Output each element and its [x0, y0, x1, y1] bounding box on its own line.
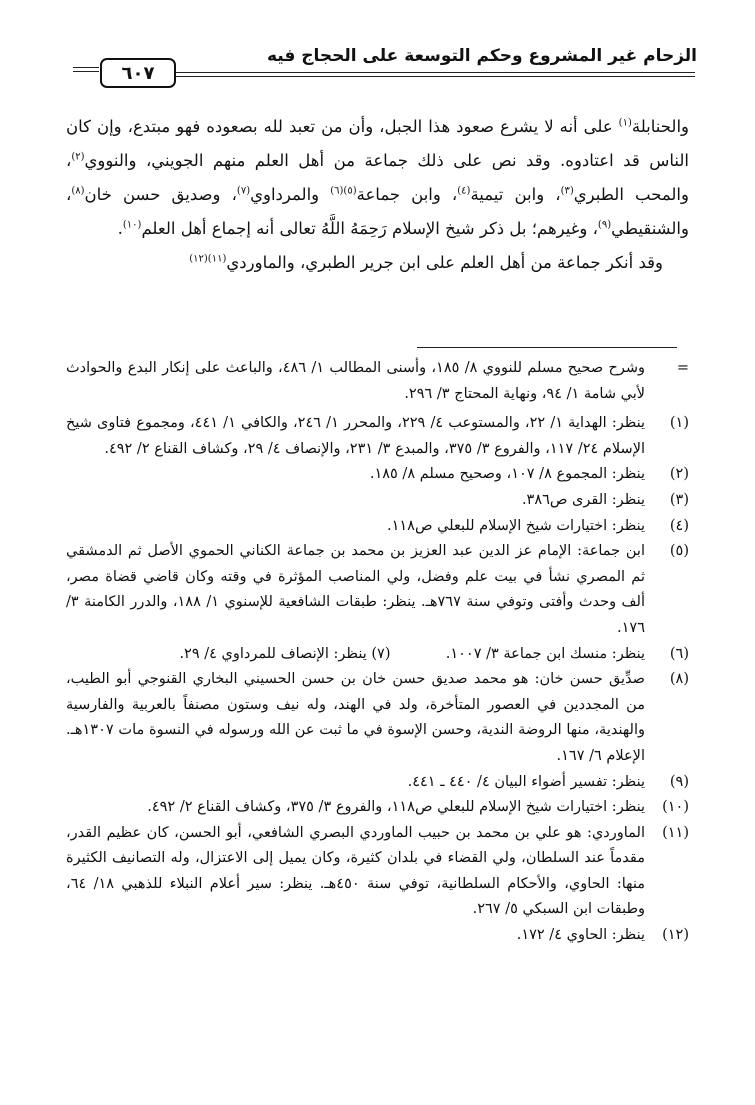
footnote-continuation	[66, 356, 689, 407]
footnote-ref[interactable]: (٧)	[236, 185, 251, 197]
footnote	[66, 411, 689, 462]
footnote-text: صدِّيق حسن خان: هو محمد صديق حسن خان بن حسن الحسيني البخاري القنوجي أبو الطيب، من المجددين في العصور المتأخرة، ولد في الهند، وله نيف وستون مصنفاً بالعربية والفارسية والهندية، منها الروضة الندية، وحسن الإسوة في ما ثبت عن الله ورسوله في النسوة مات ١٣٠٧هـ. الإعلام ٦/ ١٦٧.	[66, 671, 645, 764]
page-number-ornament	[73, 67, 99, 75]
footnote-number: =	[676, 360, 689, 376]
footnote-text: ينظر: الهداية ١/ ٢٢، والمستوعب ٤/ ٢٢٩، والمحرر ١/ ٢٤٦، والكافي ١/ ٤٤١، ومجموع فتاوى شيخ الإسلام ٢٤/ ١١٧، والفروع ٣/ ٣٧٥، والمبدع ٣/ ٢٣١، والإنصاف ٤/ ٢٩، وكشاف القناع ٢/ ٤٩٢.	[66, 415, 646, 457]
footnote-text: ينظر: اختيارات شيخ الإسلام للبعلي ص١١٨، والفروع ٣/ ٣٧٥، وكشاف القناع ٢/ ٤٩٢.	[147, 799, 645, 816]
page-number: ٦٠٧	[100, 58, 176, 88]
footnote-number: (١)	[669, 415, 689, 432]
footnote-number: (١٠)	[662, 799, 689, 816]
footnote-ref[interactable]: (٥)(٦)	[330, 185, 357, 197]
header-rule	[173, 76, 695, 77]
footnote-number: (٦)	[669, 645, 689, 662]
footnote	[66, 462, 689, 488]
footnote-number: (٨)	[669, 671, 689, 688]
footnote-separator	[417, 347, 677, 348]
running-header-title: الزحام غير المشروع وحكم التوسعة على الحجاج فيه	[266, 46, 697, 66]
footnote-number: (٧)	[371, 645, 391, 662]
footnote-text: ينظر: منسك ابن جماعة ٣/ ١٠٠٧.	[445, 645, 645, 662]
footnote-number: (٢)	[669, 466, 689, 483]
footnote-number: (٩)	[669, 773, 689, 790]
footnote-text: الماوردي: هو علي بن محمد بن حبيب الماوردي البصري الشافعي، أبو الحسن، كان عظيم القدر، مقدماً عند السلطان، ولي القضاء في بلدان كثيرة، وكان يميل إلى الاعتزال، وله التصانيف الكثيرة منها: الحاوي، والأحكام السلطانية، توفي سنة ٤٥٠هـ. ينظر: سير أعلام النبلاء للذهبي ١٨/ ٦٤، وطبقات ابن السبكي ٥/ ٢٦٧.	[66, 824, 645, 918]
footnote-ref[interactable]: (١١)(١٢)	[189, 253, 227, 265]
footnote	[66, 795, 689, 821]
footnotes	[66, 356, 689, 949]
body-paragraph: وقد أنكر جماعة من أهل العلم على ابن جرير الطبري، والماوردي$^{(١١)(١٢)}$	[189, 253, 663, 272]
footnote	[66, 667, 689, 769]
footnote-ref[interactable]: (٤)	[457, 185, 471, 197]
footnote-number: (٥)	[669, 543, 689, 560]
footnote-text: وشرح صحيح مسلم للنووي ٨/ ١٨٥، وأسنى المطالب ١/ ٤٨٦، والباعث على إنكار البدع والحوادث لأبي شامة ١/ ٩٤، ونهاية المحتاج ٣/ ٢٩٦.	[66, 360, 646, 402]
footnote	[66, 821, 689, 923]
footnote-ref[interactable]: (١٠)	[122, 219, 142, 231]
footnote-text: ينظر: الحاوي ٤/ ١٧٢.	[516, 927, 645, 944]
footnote-text: ينظر: الإنصاف للمرداوي ٤/ ٢٩.	[179, 645, 367, 662]
footnote-ref[interactable]: (٨)	[71, 185, 85, 197]
footnote-text: ينظر: اختيارات شيخ الإسلام للبعلي ص١١٨.	[386, 517, 645, 534]
footnote-number: (٣)	[669, 491, 689, 508]
header-rule	[173, 72, 695, 73]
footnote-text: ينظر: القرى ص٣٨٦.	[521, 491, 645, 508]
footnote	[66, 539, 689, 641]
footnote	[66, 488, 689, 514]
footnote-text: ابن جماعة: الإمام عز الدين عبد العزيز بن محمد بن جماعة الكناني الحموي الأصل ثم الدمشقي ثم المصري نشأ في بيت علم وفضل، ولي المناصب المؤثرة في وقته وكان قاضي قضاة مصر، ألف وحدث وأفتى وتوفي سنة ٧٦٧هـ. ينظر: طبقات الشافعية للإسنوي ١/ ١٨٨، والدرر الكامنة ٣/ ١٧٦.	[66, 543, 645, 636]
footnote	[66, 923, 689, 949]
footnote-number: (١١)	[662, 824, 689, 841]
body-paragraph: والحنابلة$^{(١)}$ على أنه لا يشرع صعود هذا الجبل، وأن من تعبد لله بصعوده فهو مبتدع، وإن كان الناس قد اعتادوه. وقد نص على ذلك جماعة من أهل العلم منهم الجويني، والنووي$^{(٢)}$، والمحب الطبري$^{(٣)}$، وابن تيمية$^{(٤)}$، وابن جماعة$^{(٥)(٦)}$ والمرداوي$^{(٧)}$، وصديق حسن خان$^{(٨)}$، والشنقيطي$^{(٩)}$، وغيرهم؛ بل ذكر شيخ الإسلام رَحِمَهُ اللَّهُ تعالى أنه إجماع أهل العلم$^{(١٠)}$.	[66, 117, 689, 238]
footnote-ref[interactable]: (٢)	[71, 151, 85, 163]
footnote-number: (٤)	[669, 517, 689, 534]
footnote	[66, 770, 689, 796]
footnote	[66, 642, 689, 668]
footnote-text: ينظر: تفسير أضواء البيان ٤/ ٤٤٠ ـ ٤٤١.	[407, 773, 645, 790]
footnote-text: ينظر: المجموع ٨/ ١٠٧، وصحيح مسلم ٨/ ١٨٥.	[369, 466, 645, 483]
footnote-ref[interactable]: (٩)	[597, 219, 612, 231]
main-text	[66, 110, 689, 280]
footnote-ref[interactable]: (١)	[618, 117, 632, 129]
footnote-number: (١٢)	[662, 927, 689, 944]
footnote-ref[interactable]: (٣)	[560, 185, 574, 197]
footnote	[66, 514, 689, 540]
